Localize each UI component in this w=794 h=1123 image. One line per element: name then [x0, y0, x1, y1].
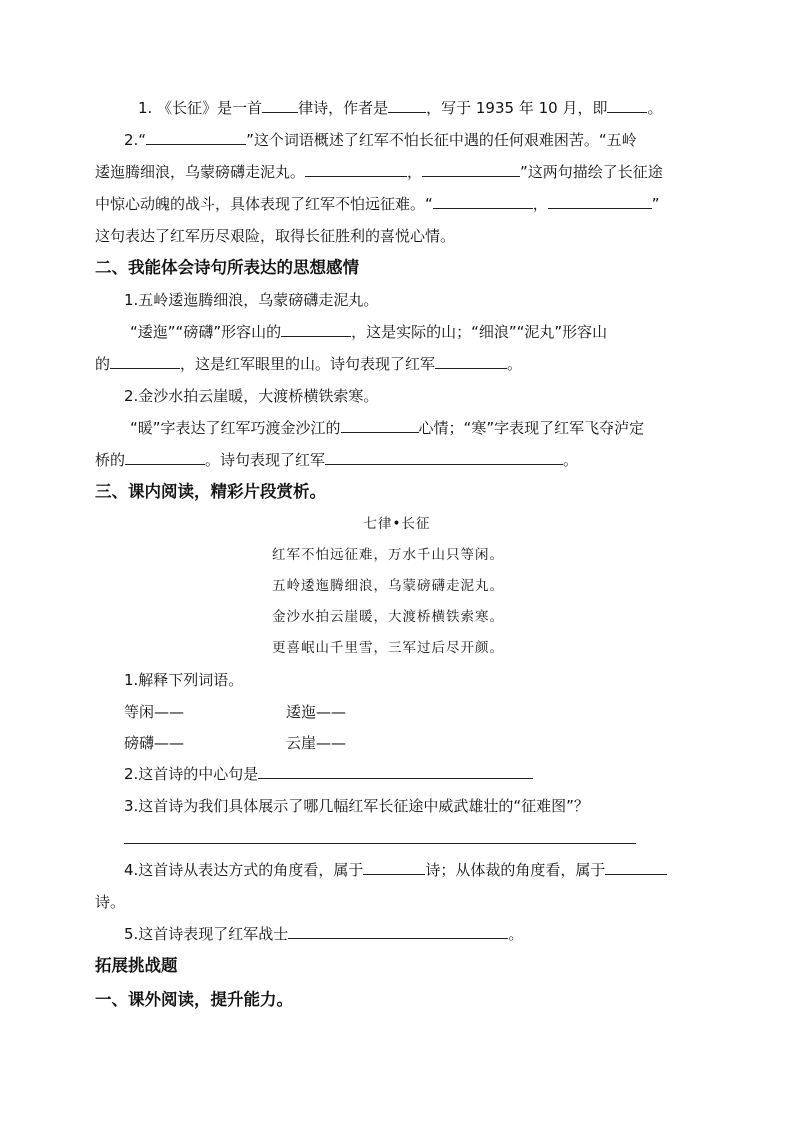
q1-blank-type[interactable]: [262, 98, 298, 113]
section3-heading: 三、课内阅读，精彩片段赏析。: [95, 482, 326, 501]
sec2-q2-line-2: [95, 450, 578, 470]
poem-line-1: 红军不怕远征难，万水千山只等闲。: [272, 547, 504, 563]
sec2-q1-text-a1: “逶迤”“磅礴”形容山的: [130, 323, 282, 341]
poem-line-3: 金沙水拍云崖暖，大渡桥横铁索寒。: [272, 609, 504, 625]
sec2-q2-blank-3[interactable]: [325, 450, 563, 465]
poem-line-2: 五岭逶迤腾细浪，乌蒙磅礴走泥丸。: [272, 578, 504, 594]
sec2-q2-title: 2.金沙水拍云崖暖，大渡桥横铁索寒。: [124, 387, 379, 405]
sec2-q2-line-1: [130, 418, 644, 438]
sec2-q1-blank-2[interactable]: [110, 354, 180, 369]
sec2-q1-title: 1.五岭逶迤腾细浪，乌蒙磅礴走泥丸。: [124, 291, 379, 309]
sec3-q4-blank-2[interactable]: [605, 860, 667, 875]
q1-text-1: 《长征》是一首: [157, 99, 263, 117]
sec2-q2-blank-1[interactable]: [341, 418, 419, 433]
sec2-q2-text-a2: 心情；“寒”字表现了红军飞夺泸定: [418, 419, 645, 437]
q2-line-1: [124, 130, 637, 150]
sec3-q2-text: 2.这首诗的中心句是: [124, 765, 259, 783]
sec3-q5: [124, 924, 523, 944]
sec2-q1-text-b1: 的: [95, 355, 111, 373]
q2-text-b2: ，: [407, 163, 423, 181]
q1-blank-author[interactable]: [388, 98, 426, 113]
q2-line-2: [95, 162, 663, 182]
sec2-q2-text-a1: “暖”字表达了红军巧渡金沙江的: [130, 419, 341, 437]
sec3-q2-blank[interactable]: [258, 764, 533, 779]
q2-line-4: [95, 226, 455, 246]
q1-number: 1.: [138, 99, 153, 117]
q2-text-d1: 这句表达了红军历尽艰险，取得长征胜利的喜悦心情。: [95, 227, 456, 245]
q2-text-c2: ，: [532, 195, 548, 213]
sec3-q4-text-a1: 4.这首诗从表达方式的角度看，属于: [124, 861, 364, 879]
sec2-q1-line-2: [95, 354, 522, 374]
term-yunya[interactable]: 云崖——: [286, 734, 347, 752]
sec2-q1-blank-3[interactable]: [435, 354, 507, 369]
q1-text-3: ，写于 1935 年 10 月，即: [426, 99, 608, 117]
sec2-q1-text-b2: ，这是红军眼里的山。诗句表现了红军: [180, 355, 436, 373]
q2-text-a1: 2.“: [124, 131, 147, 149]
sec3-q2: [124, 764, 533, 784]
term-weiyi[interactable]: 逶迤——: [286, 703, 347, 721]
q2-blank-5[interactable]: [548, 194, 652, 209]
sec2-q1-blank-1[interactable]: [281, 322, 351, 337]
extension-subheading: 一、课外阅读，提升能力。: [95, 990, 293, 1009]
sec3-q4-line-1: [124, 860, 667, 880]
q2-text-c3: ”: [651, 195, 660, 213]
q1-blank-period[interactable]: [607, 98, 647, 113]
q2-text-a2: ”这个词语概述了红军不怕长征中遇的任何艰难困苦。“五岭: [246, 131, 637, 149]
term-dengxian[interactable]: 等闲——: [124, 703, 185, 721]
q2-blank-3[interactable]: [422, 162, 520, 177]
q2-text-c1: 中惊心动魄的战斗，具体表现了红军不怕远征难。“: [95, 195, 433, 213]
sec3-q4-blank-1[interactable]: [363, 860, 425, 875]
q1-text-2: 律诗，作者是: [298, 99, 389, 117]
q1-line: [138, 98, 662, 118]
term-pangbo[interactable]: 磅礴——: [124, 734, 185, 752]
sec3-q1: 1.解释下列词语。: [124, 671, 244, 689]
sec2-q2-text-b1: 桥的: [95, 451, 126, 469]
q2-line-3: [95, 194, 660, 214]
sec3-q4-line-2: 诗。: [95, 893, 126, 911]
sec2-q2-text-b2: 。诗句表现了红军: [205, 451, 326, 469]
sec3-q4-text-a2: 诗；从体裁的角度看，属于: [425, 861, 606, 879]
sec2-q2-blank-2[interactable]: [125, 450, 205, 465]
section2-heading: 二、我能体会诗句所表达的思想感情: [95, 258, 359, 277]
sec3-q5-text-a: 5.这首诗表现了红军战士: [124, 925, 289, 943]
sec3-q3-answer-line[interactable]: [124, 843, 636, 844]
extension-heading: 拓展挑战题: [95, 956, 178, 975]
sec3-q5-blank[interactable]: [288, 924, 508, 939]
sec2-q1-line-1: [130, 322, 607, 342]
sec3-q5-text-b: 。: [508, 925, 524, 943]
sec3-q3: 3.这首诗为我们具体展示了哪几幅红军长征途中威武雄壮的“征难图”？: [124, 797, 589, 815]
q2-blank-4[interactable]: [433, 194, 533, 209]
sec2-q1-text-a2: ，这是实际的山；“细浪”“泥丸”形容山: [351, 323, 608, 341]
q2-blank-2[interactable]: [305, 162, 407, 177]
poem-line-4: 更喜岷山千里雪，三军过后尽开颜。: [272, 640, 504, 656]
sec2-q2-text-b3: 。: [563, 451, 579, 469]
q2-text-b1: 逶迤腾细浪，乌蒙磅礴走泥丸。: [95, 163, 306, 181]
q2-blank-1[interactable]: [146, 130, 246, 145]
sec2-q1-text-b3: 。: [507, 355, 523, 373]
poem-title: 七律•长征: [363, 516, 431, 532]
q1-text-4: 。: [647, 99, 663, 117]
q2-text-b3: ”这两句描绘了长征途: [520, 163, 663, 181]
